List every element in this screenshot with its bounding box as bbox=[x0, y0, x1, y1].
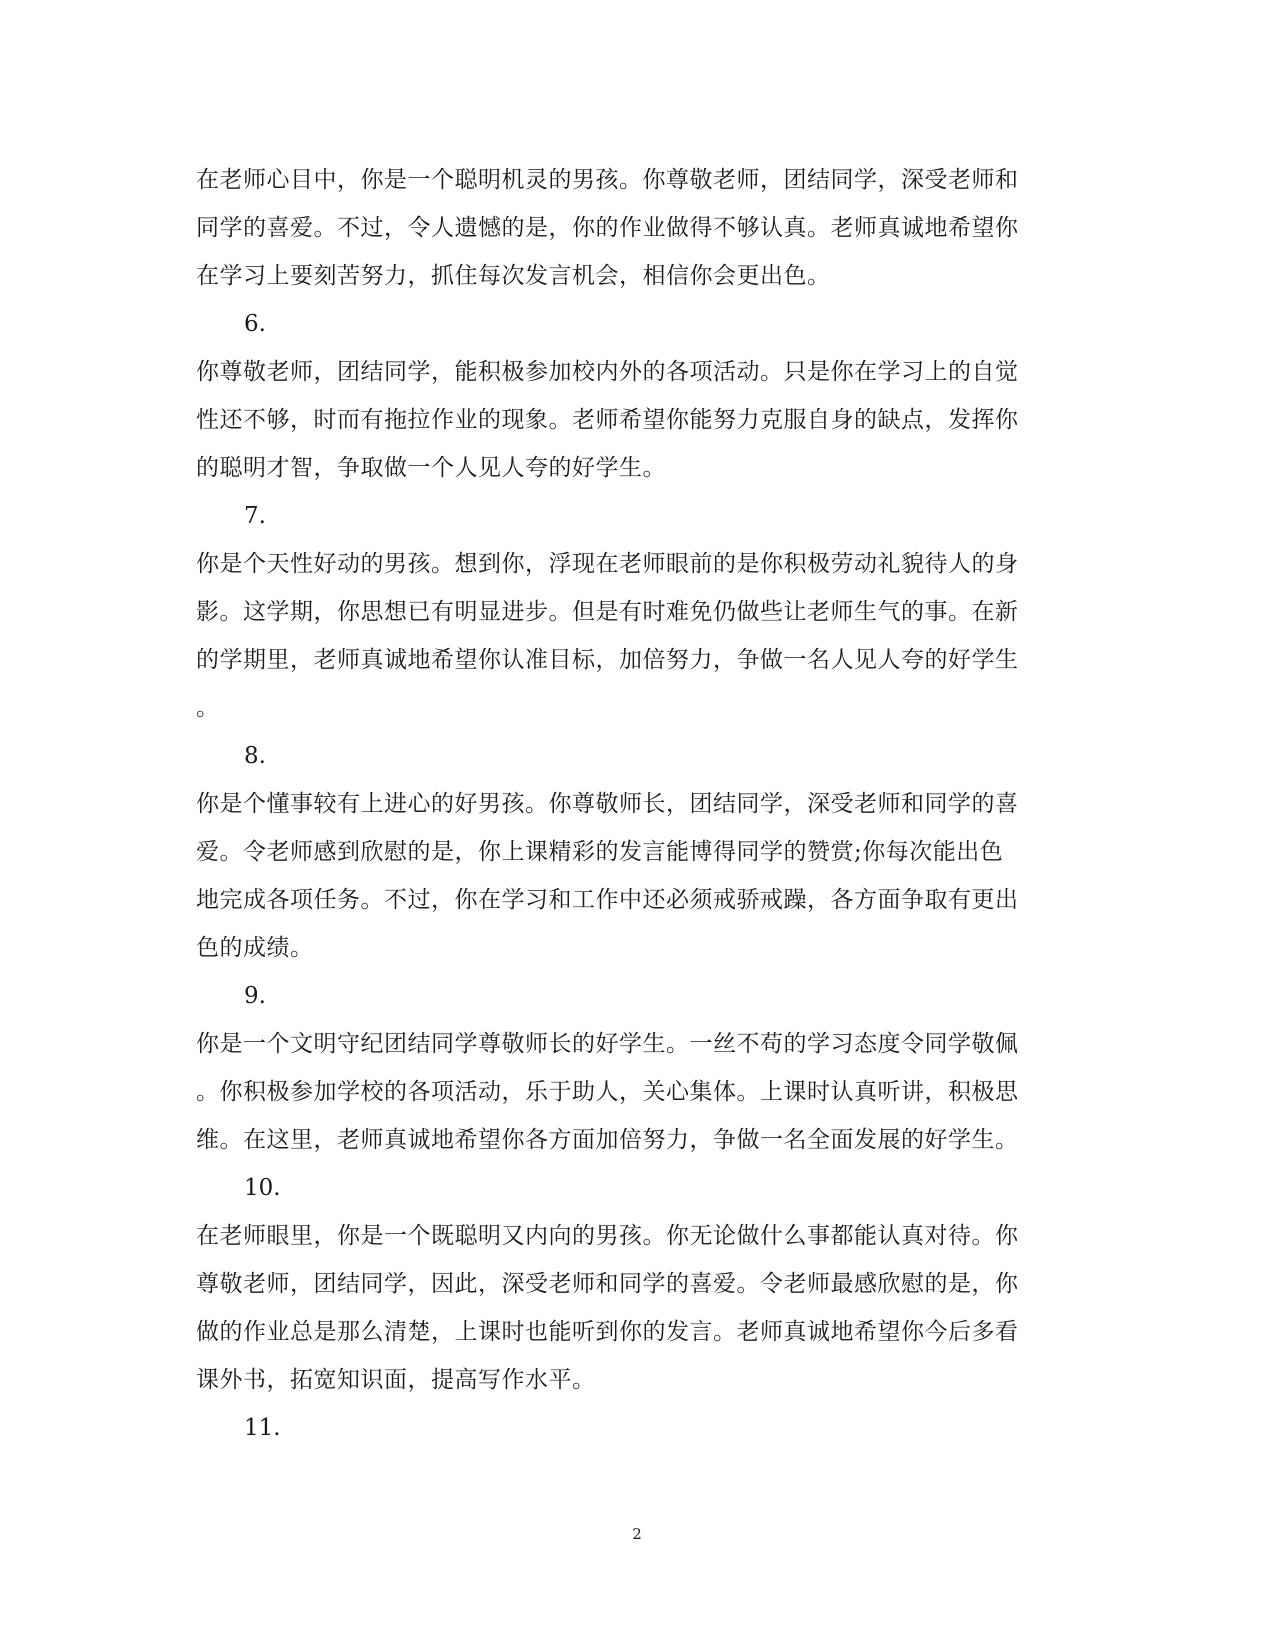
paragraph-line: 做的作业总是那么清楚，上课时也能听到你的发言。老师真诚地希望你今后多看 bbox=[196, 1319, 1019, 1345]
paragraph-line: 你尊敬老师，团结同学，能积极参加校内外的各项活动。只是你在学习上的自觉 bbox=[196, 359, 1019, 385]
document-body bbox=[196, 156, 1078, 1452]
item-number: 6. bbox=[244, 311, 266, 337]
paragraph-line: 你是个天性好动的男孩。想到你，浮现在老师眼前的是你积极劳动礼貌待人的身 bbox=[196, 551, 1019, 577]
paragraph-line: 同学的喜爱。不过，令人遗憾的是，你的作业做得不够认真。老师真诚地希望你 bbox=[196, 215, 1019, 241]
item-number: 11. bbox=[244, 1415, 281, 1441]
paragraph bbox=[196, 1020, 1078, 1164]
paragraph-line: 。你积极参加学校的各项活动，乐于助人，关心集体。上课时认真听讲，积极思 bbox=[196, 1079, 1019, 1105]
paragraph-line: 你是一个文明守纪团结同学尊敬师长的好学生。一丝不苟的学习态度令同学敬佩 bbox=[196, 1031, 1019, 1057]
paragraph-line: 影。这学期，你思想已有明显进步。但是有时难免仍做些让老师生气的事。在新 bbox=[196, 599, 1019, 625]
paragraph-line: 。 bbox=[196, 695, 220, 721]
paragraph-line: 地完成各项任务。不过，你在学习和工作中还必须戒骄戒躁，各方面争取有更出 bbox=[196, 887, 1019, 913]
paragraph bbox=[196, 156, 1078, 300]
paragraph bbox=[196, 780, 1078, 972]
item-number: 10. bbox=[244, 1175, 281, 1201]
item-number: 8. bbox=[244, 743, 266, 769]
paragraph-line: 爱。令老师感到欣慰的是，你上课精彩的发言能博得同学的赞赏;你每次能出色 bbox=[196, 839, 1004, 865]
paragraph-line: 在老师心目中，你是一个聪明机灵的男孩。你尊敬老师，团结同学，深受老师和 bbox=[196, 167, 1019, 193]
paragraph-line: 的聪明才智，争取做一个人见人夸的好学生。 bbox=[196, 455, 666, 481]
paragraph-line: 课外书，拓宽知识面，提高写作水平。 bbox=[196, 1367, 596, 1393]
paragraph-line: 在学习上要刻苦努力，抓住每次发言机会，相信你会更出色。 bbox=[196, 263, 831, 289]
page-number: 2 bbox=[632, 1525, 642, 1543]
item-number: 9. bbox=[244, 983, 266, 1009]
paragraph-line: 维。在这里，老师真诚地希望你各方面加倍努力，争做一名全面发展的好学生。 bbox=[196, 1127, 1019, 1153]
paragraph-line: 色的成绩。 bbox=[196, 935, 314, 961]
paragraph bbox=[196, 540, 1078, 732]
paragraph bbox=[196, 348, 1078, 492]
item-number: 7. bbox=[244, 503, 266, 529]
paragraph-line: 尊敬老师，团结同学，因此，深受老师和同学的喜爱。令老师最感欣慰的是，你 bbox=[196, 1271, 1019, 1297]
paragraph-line: 在老师眼里，你是一个既聪明又内向的男孩。你无论做什么事都能认真对待。你 bbox=[196, 1223, 1019, 1249]
paragraph-line: 你是个懂事较有上进心的好男孩。你尊敬师长，团结同学，深受老师和同学的喜 bbox=[196, 791, 1019, 817]
paragraph-line: 性还不够，时而有拖拉作业的现象。老师希望你能努力克服自身的缺点，发挥你 bbox=[196, 407, 1019, 433]
paragraph-line: 的学期里，老师真诚地希望你认准目标，加倍努力，争做一名人见人夸的好学生 bbox=[196, 647, 1019, 673]
paragraph bbox=[196, 1212, 1078, 1404]
